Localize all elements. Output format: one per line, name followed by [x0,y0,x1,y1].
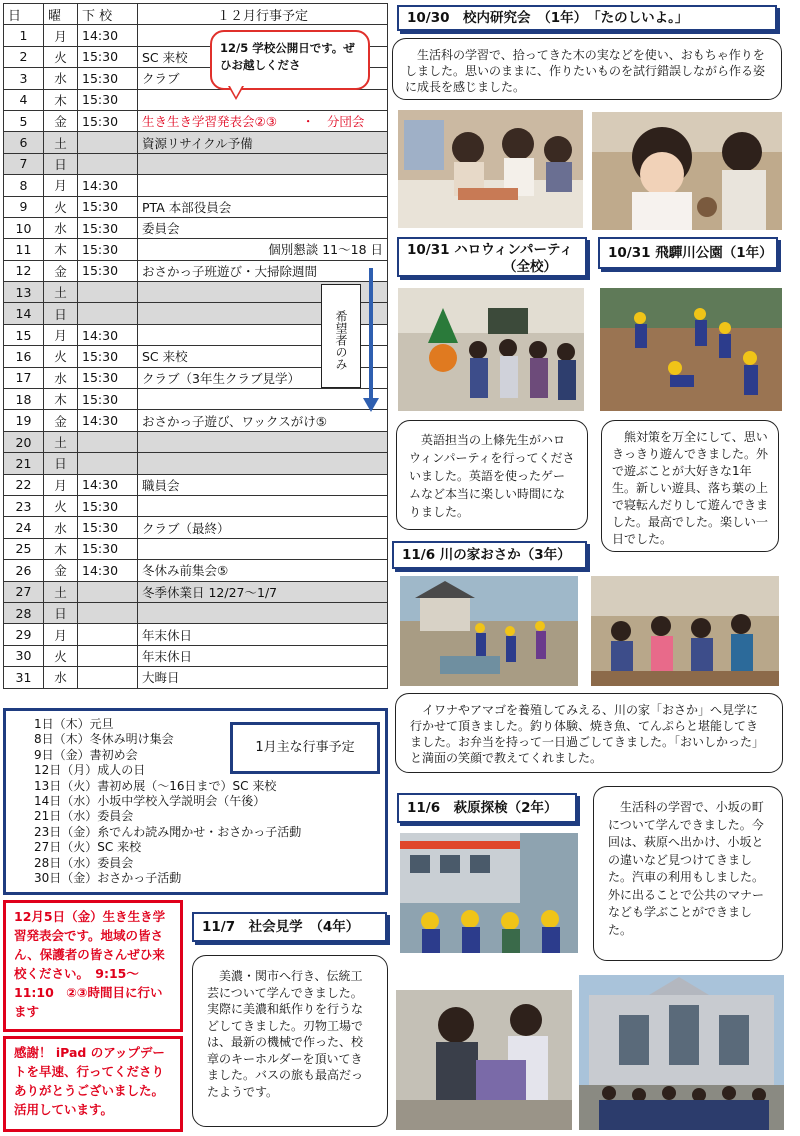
calendar-weekday: 木 [44,389,78,410]
calendar-day: 21 [4,453,44,474]
calendar-day: 6 [4,132,44,153]
calendar-row [4,453,388,474]
calendar-row [4,602,388,623]
calendar-day: 28 [4,602,44,623]
january-list-item: 23日（金）糸でんわ読み聞かせ・おさかっ子活動 [34,824,302,839]
calendar-row [4,89,388,110]
calendar-day: 23 [4,495,44,516]
calendar-row [4,196,388,217]
calendar-row [4,153,388,174]
calendar-row [4,645,388,666]
calendar-day: 9 [4,196,44,217]
calendar-row [4,667,388,688]
calendar-row [4,474,388,495]
calendar-dismissal-time [78,132,138,153]
january-list-item: 13日（火）書初め展（～16日まで）SC 来校 [34,778,277,793]
header-time: 下 校 [78,4,138,25]
calendar-day: 4 [4,89,44,110]
calendar-weekday: 日 [44,453,78,474]
calendar-weekday: 木 [44,538,78,559]
calendar-weekday: 月 [44,25,78,46]
article1-text: 生活科の学習で、拾ってきた木の実などを使い、おもちゃ作りをしました。思いのままに、作りたいものを試行錯誤しながら作る姿に成長を感じました。 [392,38,782,100]
calendar-event: 委員会 [138,217,388,238]
calendar-weekday: 月 [44,474,78,495]
calendar-day: 11 [4,239,44,260]
article1-photo-2 [592,112,782,230]
volunteers-only-label: 希望者のみ [321,284,361,388]
calendar-weekday: 火 [44,196,78,217]
calendar-dismissal-time: 15:30 [78,538,138,559]
calendar-event: 職員会 [138,474,388,495]
calendar-dismissal-time: 15:30 [78,367,138,388]
article2-text: 英語担当の上條先生がハロウィンパーティを行ってくださいました。英語を使ったゲームなど本当に楽しい時間になりました。 [396,420,588,530]
calendar-event: 年末休日 [138,624,388,645]
calendar-weekday: 金 [44,260,78,281]
calendar-day: 30 [4,645,44,666]
calendar-weekday: 月 [44,324,78,345]
calendar-dismissal-time: 15:30 [78,110,138,131]
header-weekday: 曜 [44,4,78,25]
article4-text: イワナやアマゴを養殖してみえる、川の家「おさか」へ見学に行かせて頂きました。釣り体験、焼き魚、てんぷらと堪能してきました。お弁当を持って一日過ごしてきました。「おいしかった」と満面の笑顔で教えてくれました。 [395,693,783,773]
calendar-event-note: 個別懇談 11～18 日 [268,242,383,258]
calendar-row [4,239,388,260]
calendar-event [138,495,388,516]
article4-photo-1 [400,576,578,686]
calendar-weekday: 水 [44,217,78,238]
calendar-day: 15 [4,324,44,345]
calendar-dismissal-time [78,624,138,645]
calendar-weekday: 月 [44,624,78,645]
calendar-dismissal-time: 14:30 [78,25,138,46]
calendar-event: SC 来校 [138,46,388,67]
january-list-item: 28日（水）委員会 [34,855,134,870]
calendar-event [138,453,388,474]
calendar-event: 年末休日 [138,645,388,666]
calendar-weekday: 土 [44,581,78,602]
calendar-event [138,602,388,623]
calendar-row [4,624,388,645]
article4-photo-2 [591,576,779,686]
calendar-day: 18 [4,389,44,410]
calendar-weekday: 土 [44,282,78,303]
calendar-event: PTA 本部役員会 [138,196,388,217]
article1-photo-1 [398,110,583,228]
calendar-day: 3 [4,68,44,89]
calendar-weekday: 金 [44,560,78,581]
calendar-dismissal-time: 14:30 [78,410,138,431]
calendar-weekday: 日 [44,602,78,623]
article2-heading-line1: 10/31 ハロウィンパーティ [407,242,573,258]
article4-heading: 11/6 川の家おさか（3年） [392,541,587,569]
article5-text: 生活科の学習で、小坂の町について学んできました。今回は、萩原へ出かけ、小坂との違いなど見つけてきました。汽車の利用もしました。外に出ることで公共のマナーなども学ぶことができました。 [593,786,783,961]
down-arrow-icon [363,398,379,412]
calendar-row [4,389,388,410]
calendar-row [4,217,388,238]
calendar-event [138,89,388,110]
calendar-event: SC 来校 [138,346,388,367]
calendar-event: 生き生き学習発表会②③ ・ 分団会 [138,110,388,131]
calendar-weekday: 火 [44,46,78,67]
article1-heading: 10/30 校内研究会 （1年） 「たのしいよ。」 [397,5,777,31]
calendar-dismissal-time [78,153,138,174]
calendar-weekday: 日 [44,153,78,174]
calendar-weekday: 土 [44,132,78,153]
calendar-weekday: 月 [44,175,78,196]
calendar-dismissal-time [78,453,138,474]
article2-heading-line2: （全校） [503,259,557,275]
ipad-thanks-notice: 感謝！ iPad のアップデートを早速、行ってくださりありがとうございました。活用しています。 [3,1036,183,1132]
article6-text: 美濃・関市へ行き、伝統工芸について学んできました。実際に美濃和紙作りを行うなどしてきました。刃物工場では、最新の機械で作った、校章のキーホルダーを頂いてきました。バスの旅も最高だったようです。 [192,955,388,1127]
header-events: １２月行事予定 [138,4,388,25]
article3-heading: 10/31 飛驒川公園（1年） [598,237,778,269]
calendar-event [138,175,388,196]
calendar-event: おさかっ子遊び、ワックスがけ⑤ [138,410,388,431]
calendar-dismissal-time [78,581,138,602]
calendar-weekday: 金 [44,110,78,131]
calendar-day: 22 [4,474,44,495]
calendar-row [4,132,388,153]
calendar-dismissal-time [78,303,138,324]
calendar-event [138,239,388,260]
calendar-row [4,175,388,196]
calendar-day: 26 [4,560,44,581]
presentation-notice: 12月5日（金）生き生き学習発表会です。地域の皆さん、保護者の皆さんぜひ来校ください。 9:15～11:10 ②③時間目に行います [3,900,183,1032]
calendar-row [4,560,388,581]
calendar-event: 資源リサイクル予備 [138,132,388,153]
calendar-dismissal-time: 15:30 [78,239,138,260]
january-list-item: 14日（水）小坂中学校入学説明会（午後） [34,794,266,809]
calendar-dismissal-time: 15:30 [78,196,138,217]
calendar-dismissal-time: 15:30 [78,517,138,538]
article2-photo [398,288,584,411]
calendar-day: 13 [4,282,44,303]
open-day-callout: 12/5 学校公開日です。ぜひお越しくださ [210,30,370,90]
calendar-row [4,431,388,452]
calendar-row [4,581,388,602]
calendar-day: 20 [4,431,44,452]
calendar-dismissal-time: 15:30 [78,68,138,89]
calendar-weekday: 火 [44,645,78,666]
calendar-weekday: 日 [44,303,78,324]
calendar-dismissal-time: 14:30 [78,474,138,495]
calendar-row [4,260,388,281]
calendar-day: 19 [4,410,44,431]
calendar-dismissal-time: 15:30 [78,495,138,516]
calendar-dismissal-time [78,602,138,623]
header-day: 日 [4,4,44,25]
calendar-row [4,495,388,516]
calendar-weekday: 水 [44,667,78,688]
calendar-event: 冬季休業日 12/27～1/7 [138,581,388,602]
period-arrow-line [369,268,373,402]
calendar-day: 31 [4,667,44,688]
calendar-weekday: 金 [44,410,78,431]
article3-text: 熊対策を万全にして、思いきっきり遊んできました。外で遊ぶことが大好きな1年生。新しい遊具、落ち葉の上で寝転んだりして遊んできました。最高でした。楽しい一日でした。 [601,420,779,552]
calendar-dismissal-time [78,282,138,303]
calendar-day: 8 [4,175,44,196]
calendar-row [4,410,388,431]
calendar-weekday: 土 [44,431,78,452]
calendar-day: 10 [4,217,44,238]
calendar-day: 17 [4,367,44,388]
calendar-day: 12 [4,260,44,281]
article5-heading: 11/6 萩原探検（2年） [397,793,577,823]
calendar-row [4,110,388,131]
january-list-item: 30日（金）おさかっ子活動 [34,871,182,886]
calendar-event [138,431,388,452]
calendar-row [4,517,388,538]
calendar-day: 27 [4,581,44,602]
january-list-item: 9日（金）書初め会 [34,747,138,762]
calendar-day: 14 [4,303,44,324]
calendar-weekday: 火 [44,495,78,516]
article6-photo-2 [579,975,784,1130]
calendar-event [138,389,388,410]
calendar-dismissal-time: 15:30 [78,217,138,238]
calendar-dismissal-time [78,431,138,452]
calendar-event [138,153,388,174]
calendar-weekday: 水 [44,367,78,388]
calendar-event: クラブ [138,68,388,89]
calendar-row [4,538,388,559]
calendar-weekday: 木 [44,89,78,110]
calendar-dismissal-time: 14:30 [78,560,138,581]
article3-photo [600,288,782,411]
calendar-dismissal-time: 15:30 [78,89,138,110]
calendar-event: 冬休み前集会⑤ [138,560,388,581]
calendar-day: 29 [4,624,44,645]
january-list-item: 8日（木）冬休み明け集会 [34,732,174,747]
calendar-day: 24 [4,517,44,538]
calendar-dismissal-time: 14:30 [78,324,138,345]
article6-heading: 11/7 社会見学 （4年） [192,912,387,942]
calendar-dismissal-time: 15:30 [78,260,138,281]
calendar-day: 1 [4,25,44,46]
calendar-event: おさかっ子班遊び・大掃除週間 [138,260,388,281]
calendar-weekday: 水 [44,517,78,538]
callout-tail-inner [230,86,242,97]
calendar-dismissal-time [78,645,138,666]
calendar-event: クラブ（3年生クラブ見学） [138,367,388,388]
calendar-day: 7 [4,153,44,174]
calendar-day: 5 [4,110,44,131]
calendar-dismissal-time [78,667,138,688]
calendar-weekday: 火 [44,346,78,367]
calendar-dismissal-time: 15:30 [78,346,138,367]
article2-heading [397,237,587,277]
calendar-dismissal-time: 15:30 [78,46,138,67]
calendar-event: 大晦日 [138,667,388,688]
article5-photo [400,833,578,953]
calendar-dismissal-time: 15:30 [78,389,138,410]
calendar-day: 2 [4,46,44,67]
january-list-item: 27日（火）SC 来校 [34,840,142,855]
january-list-item: 21日（水）委員会 [34,809,134,824]
calendar-day: 16 [4,346,44,367]
january-title: 1月主な行事予定 [230,722,380,774]
article6-photo-1 [396,990,572,1130]
january-list-item: 1日（木）元旦 [34,717,114,731]
calendar-header-row [4,4,388,25]
january-list-item: 12日（月）成人の日 [34,763,146,778]
calendar-weekday: 水 [44,68,78,89]
calendar-weekday: 木 [44,239,78,260]
calendar-day: 25 [4,538,44,559]
calendar-event: クラブ（最終） [138,517,388,538]
calendar-event [138,538,388,559]
calendar-dismissal-time: 14:30 [78,175,138,196]
